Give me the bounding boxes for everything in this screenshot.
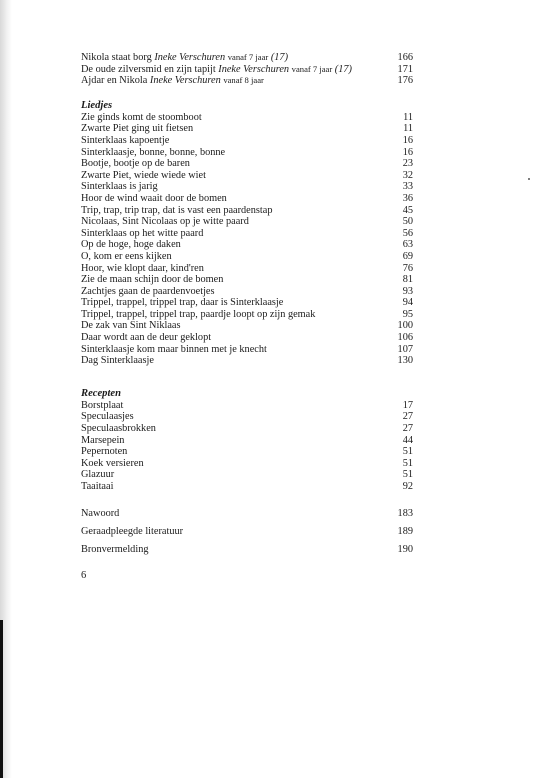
entry-title: Bootje, bootje op de baren [81, 158, 190, 170]
entry-page: 63 [402, 239, 413, 251]
entry-title: Sinterklaasje kom maar binnen met je knecht [81, 343, 267, 355]
entry-page: 81 [402, 274, 413, 286]
entry-title: Speculaasbrokken [81, 423, 156, 435]
entry-title: Trippel, trappel, trippel trap, daar is Sinterklaasje [81, 297, 284, 309]
entry-page: 171 [397, 63, 413, 75]
entry-page: 51 [402, 469, 413, 481]
toc-entry [81, 75, 413, 87]
entry-page: 16 [402, 146, 413, 158]
entry-page: 92 [402, 481, 413, 492]
toc-entry [81, 239, 413, 251]
toc-entry [81, 332, 413, 344]
section-heading-liedjes: Liedjes [81, 99, 113, 111]
toc-entry [81, 541, 413, 559]
entry-title: Sinterklaasje, bonne, bonne, bonne [81, 146, 226, 158]
entry-page: 27 [402, 411, 413, 423]
toc-entry [81, 344, 413, 356]
entry-page: 166 [397, 52, 413, 63]
back-matter-list [81, 505, 413, 559]
entry-title: Trip, trap, trip trap, dat is vast een paardenstap [81, 204, 273, 216]
entry-page: 69 [402, 250, 413, 262]
entry-title: Nawoord [81, 507, 120, 519]
toc-entry [81, 274, 413, 286]
entry-age: vanaf 8 jaar [223, 75, 264, 86]
table-of-contents [81, 52, 413, 559]
page-number: 6 [81, 570, 87, 581]
entry-title: Bronvermelding [81, 543, 149, 555]
toc-entry [81, 52, 413, 64]
liedjes-list [81, 112, 413, 367]
spacer [81, 493, 413, 505]
entry-title: Borstplaat [81, 399, 124, 411]
entry-title: Trippel, trappel, trippel trap, paardje loopt op zijn gemak [81, 308, 316, 320]
entry-page: 56 [402, 227, 413, 239]
toc-entry [81, 181, 413, 193]
entry-title: Zwarte Piet ging uit fietsen [81, 123, 194, 135]
toc-entry [81, 505, 413, 523]
toc-entry [81, 469, 413, 481]
entry-title: Pepernoten [81, 446, 128, 458]
entry-page: 95 [402, 308, 413, 320]
entry-page: 100 [397, 320, 413, 332]
entry-page: 16 [402, 134, 413, 146]
toc-entry [81, 123, 413, 135]
entry-title: Op de hoge, hoge daken [81, 239, 181, 251]
entry-page: 130 [397, 355, 413, 367]
entry-page: 93 [402, 285, 413, 297]
entry-title: Ajdar en Nikola [81, 75, 148, 87]
toc-entry [81, 147, 413, 159]
toc-entry-text [81, 52, 288, 64]
toc-entry-text [81, 64, 352, 76]
toc-entry [81, 423, 413, 435]
entry-age: vanaf 7 jaar [291, 63, 333, 74]
entry-age: vanaf 7 jaar [227, 52, 269, 62]
entry-title: De zak van Sint Niklaas [81, 320, 181, 332]
entry-title: Hoor, wie klopt daar, kind'ren [81, 262, 204, 274]
toc-entry [81, 286, 413, 298]
entry-page: 50 [402, 216, 413, 228]
entry-title: Sinterklaas kapoentje [81, 134, 170, 146]
toc-entry [81, 309, 413, 321]
entry-author: Ineke Verschuren [154, 52, 226, 63]
entry-title: Dag Sinterklaasje [81, 355, 154, 367]
toc-entry [81, 112, 413, 124]
entry-title: Zachtjes gaan de paardenvoetjes [81, 285, 215, 297]
stories-list [81, 52, 413, 87]
entry-title: Nicolaas, Sint Nicolaas op je witte paard [81, 216, 249, 228]
entry-title: Sinterklaas is jarig [81, 181, 158, 193]
entry-title: Taaitaai [81, 481, 114, 492]
toc-entry [81, 481, 413, 493]
entry-title: Zie ginds komt de stoomboot [81, 111, 202, 123]
toc-entry [81, 523, 413, 541]
entry-title: Nikola staat borg [81, 52, 152, 63]
toc-entry [81, 263, 413, 275]
entry-title: Sinterklaas op het witte paard [81, 227, 204, 239]
section-heading-recepten: Recepten [81, 387, 122, 399]
entry-page: 45 [402, 204, 413, 216]
entry-title: O, kom er eens kijken [81, 250, 172, 262]
entry-page: 189 [397, 525, 413, 537]
toc-entry [81, 411, 413, 423]
entry-title: Hoor de wind waait door de bomen [81, 192, 227, 204]
entry-page: 176 [397, 75, 413, 87]
entry-page: 17 [402, 399, 413, 411]
entry-page: 94 [402, 297, 413, 309]
entry-page: 190 [397, 543, 413, 555]
entry-author: Ineke Verschuren [149, 75, 221, 87]
toc-entry [81, 297, 413, 309]
toc-entry [81, 170, 413, 182]
entry-page: 33 [402, 181, 413, 193]
entry-author: Ineke Verschuren [218, 63, 290, 75]
toc-entry [81, 216, 413, 228]
entry-title: Zie de maan schijn door de bomen [81, 274, 224, 286]
entry-title: Speculaasjes [81, 411, 134, 423]
entry-title: Daar wordt aan de deur geklopt [81, 332, 212, 344]
entry-title: De oude zilversmid en zijn tapijt [81, 63, 216, 75]
scan-speck [528, 178, 530, 180]
toc-entry [81, 435, 413, 447]
toc-entry [81, 355, 413, 367]
toc-entry [81, 228, 413, 240]
toc-entry [81, 158, 413, 170]
entry-page: 27 [402, 423, 413, 435]
toc-entry [81, 320, 413, 332]
entry-page: 32 [402, 169, 413, 181]
entry-title: Zwarte Piet, wiede wiede wiet [81, 169, 206, 181]
toc-entry-text [81, 75, 264, 87]
entry-title: Geraadpleegde literatuur [81, 525, 184, 537]
entry-page: 36 [402, 192, 413, 204]
entry-page: 76 [402, 262, 413, 274]
scan-edge-mark [0, 620, 3, 778]
entry-title: Koek versieren [81, 457, 144, 469]
entry-page: 44 [402, 434, 413, 446]
toc-entry [81, 458, 413, 470]
entry-note: (17) [270, 52, 288, 63]
toc-entry [81, 64, 413, 76]
toc-entry [81, 135, 413, 147]
entry-page: 51 [402, 446, 413, 458]
entry-page: 11 [403, 111, 413, 123]
entry-page: 51 [402, 457, 413, 469]
entry-page: 11 [403, 123, 413, 135]
recepten-list [81, 400, 413, 493]
toc-entry [81, 400, 413, 412]
toc-entry [81, 205, 413, 217]
entry-note: (17) [334, 63, 352, 75]
entry-page: 106 [397, 332, 413, 344]
entry-title: Marsepein [81, 434, 125, 446]
entry-page: 183 [397, 507, 413, 519]
toc-entry [81, 193, 413, 205]
entry-title: Glazuur [81, 469, 115, 481]
entry-page: 107 [397, 343, 413, 355]
toc-entry [81, 446, 413, 458]
toc-entry [81, 251, 413, 263]
entry-page: 23 [402, 158, 413, 170]
